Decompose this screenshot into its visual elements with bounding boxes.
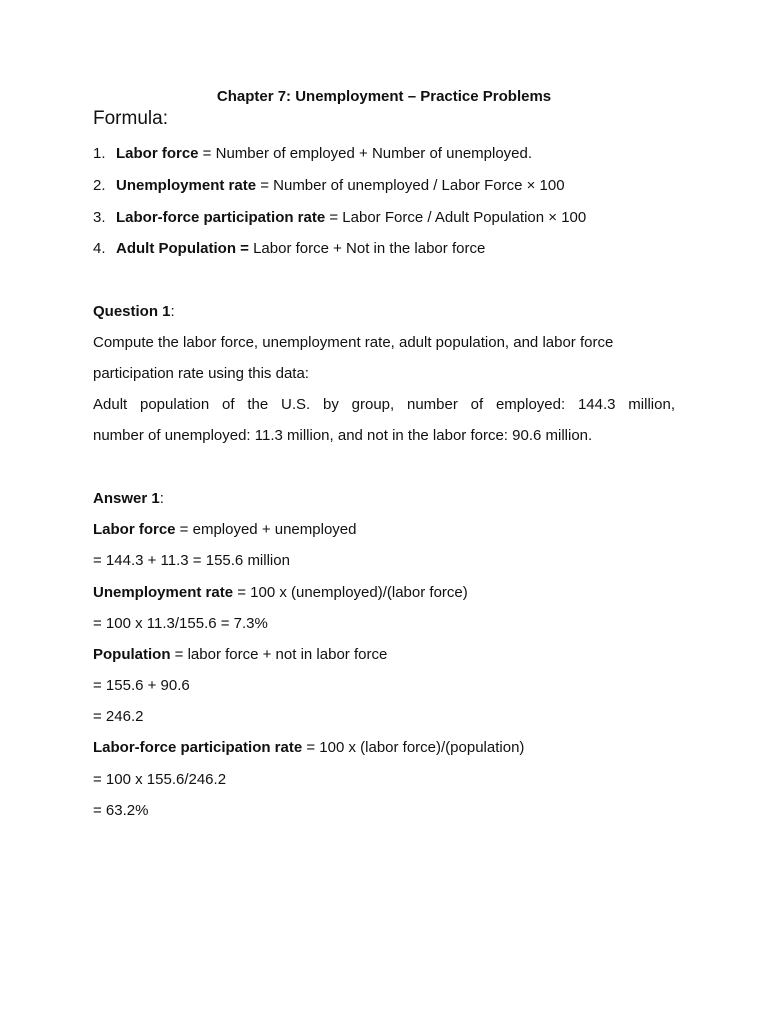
formula-term: Unemployment rate [116,177,257,194]
answer-term: Labor force [93,521,176,538]
formula-heading [93,108,168,130]
answer-term: Labor-force participation rate [93,739,303,756]
formula-item-3 [93,209,586,226]
formula-text: = Number of unemployed / Labor Force × 100 [256,177,565,194]
question-line: number of unemployed: 11.3 million, and not in the labor force: 90.6 million. [93,427,593,444]
formula-text: = Number of employed + Number of unemployed. [198,145,533,162]
answer-calc: = 155.6 + 90.6 [93,677,190,694]
answer-calc: = 100 x 11.3/155.6 = 7.3% [93,615,268,632]
answer-calc: = 246.2 [93,708,144,725]
formula-number: 3. [93,209,106,226]
answer-calc: = 63.2% [93,802,149,819]
formula-heading-text: Formula [93,108,163,129]
question-label-colon: : [170,303,175,320]
answer-label-colon: : [159,490,164,507]
page-title: Chapter 7: Unemployment – Practice Problems [216,88,552,105]
answer-term: Unemployment rate [93,584,234,601]
answer-unemployment-rate [93,584,468,601]
answer-label [93,490,164,507]
question-label-text: Question 1 [93,303,171,320]
formula-number: 1. [93,145,106,162]
answer-population [93,646,387,663]
formula-item-4 [93,240,485,257]
answer-calc: = 144.3 + 11.3 = 155.6 million [93,552,290,569]
formula-text: = Labor Force / Adult Population × 100 [325,209,587,226]
question-line: Compute the labor force, unemployment rate, adult population, and labor force [93,334,614,351]
answer-lfpr [93,739,524,756]
formula-text: Labor force + Not in the labor force [248,240,486,257]
formula-heading-colon: : [162,108,168,129]
formula-number: 2. [93,177,106,194]
formula-term: Labor-force participation rate [116,209,326,226]
formula-item-2 [93,177,565,194]
answer-definition: = labor force + not in labor force [170,646,388,663]
question-label [93,303,175,320]
formula-term: Labor force [116,145,199,162]
formula-number: 4. [93,240,106,257]
answer-term: Population [93,646,171,663]
question-line: Adult population of the U.S. by group, number of employed: 144.3 million, [93,396,675,413]
answer-definition: = 100 x (labor force)/(population) [302,739,525,756]
answer-labor-force [93,521,356,538]
question-line: participation rate using this data: [93,365,309,382]
formula-item-1 [93,145,532,162]
formula-term: Adult Population = [116,240,249,257]
answer-definition: = 100 x (unemployed)/(labor force) [233,584,468,601]
answer-definition: = employed + unemployed [175,521,357,538]
answer-label-text: Answer 1 [93,490,160,507]
answer-calc: = 100 x 155.6/246.2 [93,771,227,788]
